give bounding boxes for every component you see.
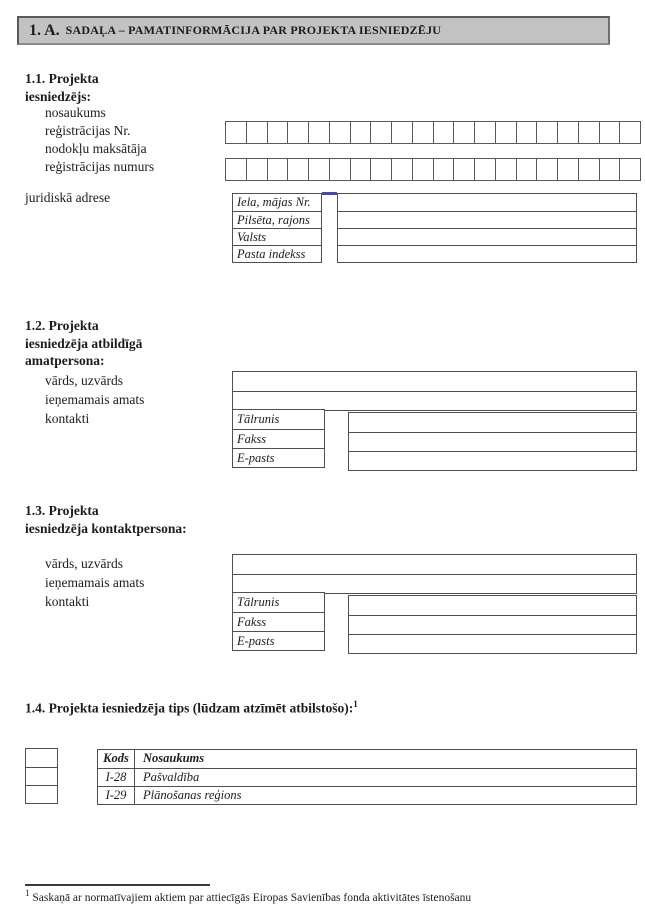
digit-cell[interactable]: [268, 158, 289, 181]
s12-value-talrunis[interactable]: [349, 413, 636, 432]
type-checkbox-column: [25, 748, 58, 804]
type-checkbox-i29[interactable]: [26, 785, 57, 803]
digit-cell[interactable]: [392, 121, 413, 144]
s13-label-fakss: Fakss: [233, 612, 324, 631]
s13-value-talrunis[interactable]: [349, 596, 636, 615]
digit-cell[interactable]: [225, 121, 247, 144]
taxpayer-number-grid: [225, 158, 641, 179]
heading-1-2-line3: amatpersona:: [25, 353, 105, 368]
heading-1-3-line1: 1.3. Projekta: [25, 503, 99, 518]
address-label-iela: Iela, mājas Nr.: [237, 195, 311, 209]
digit-cell[interactable]: [309, 158, 330, 181]
digit-cell[interactable]: [225, 158, 247, 181]
digit-cell[interactable]: [620, 158, 641, 181]
col-header-nosaukums: Nosaukums: [143, 751, 205, 765]
s13-contact-value-table: [348, 595, 637, 654]
label-juridiska-adrese: juridiskā adrese: [25, 190, 111, 205]
section-header-bar: [17, 16, 610, 45]
type-checkbox-header-cell[interactable]: [26, 749, 57, 767]
section-title: SADAĻA – PAMATINFORMĀCIJA PAR PROJEKTA IESNIEDZĒJU: [65, 23, 442, 37]
s13-name-position-table: [232, 554, 637, 594]
s13-name-input-row[interactable]: [233, 555, 636, 574]
digit-cell[interactable]: [537, 121, 558, 144]
cell-nosaukums-i29: Plānošanas reģions: [143, 788, 242, 802]
s12-label-epasts: E-pasts: [233, 448, 324, 467]
digit-cell[interactable]: [288, 158, 309, 181]
label-ienemamais-amats: ieņemamais amats: [45, 575, 145, 590]
footnote: [25, 888, 585, 904]
cell-kods-i28: I-28: [98, 769, 135, 786]
s12-contact-value-table: [348, 412, 637, 471]
footnote-number: 1: [25, 888, 30, 898]
label-ienemamais-amats: ieņemamais amats: [45, 392, 145, 407]
digit-cell[interactable]: [517, 121, 538, 144]
applicant-type-table: [97, 749, 637, 805]
digit-cell[interactable]: [371, 121, 392, 144]
applicant-type-row-i29: [98, 786, 636, 804]
digit-cell[interactable]: [579, 158, 600, 181]
digit-cell[interactable]: [558, 121, 579, 144]
applicant-type-header-row: [98, 750, 636, 768]
address-value-valsts[interactable]: [338, 228, 636, 245]
heading-1-4: [25, 696, 358, 717]
digit-cell[interactable]: [454, 121, 475, 144]
heading-1-1: [25, 70, 99, 105]
cell-kods-i29: I-29: [98, 787, 135, 804]
registration-number-grid: [225, 121, 641, 142]
footnote-divider: [25, 884, 210, 886]
digit-cell[interactable]: [496, 121, 517, 144]
s13-label-talrunis: Tālrunis: [237, 595, 280, 609]
label-registracijas-numurs: reģistrācijas numurs: [45, 159, 155, 174]
s12-value-epasts[interactable]: [349, 451, 636, 470]
s13-contact-label-table: [232, 592, 325, 651]
digit-cell[interactable]: [600, 121, 621, 144]
cell-nosaukums-i28: Pašvaldība: [143, 770, 200, 784]
heading-1-2: [25, 317, 142, 370]
heading-1-3: [25, 502, 187, 537]
digit-cell[interactable]: [413, 158, 434, 181]
s12-value-fakss[interactable]: [349, 432, 636, 451]
heading-1-2-line2: iesniedzēja atbildīgā: [25, 335, 143, 351]
digit-cell[interactable]: [392, 158, 413, 181]
heading-1-1-line1: 1.1. Projekta: [25, 71, 99, 86]
type-checkbox-i28[interactable]: [26, 767, 57, 785]
s12-name-input-row[interactable]: [233, 372, 636, 391]
s13-value-epasts[interactable]: [349, 634, 636, 653]
heading-1-4-text: 1.4. Projekta iesniedzēja tips (lūdzam atzīmēt atbilstošo):: [25, 700, 354, 716]
label-vards-uzvards: vārds, uzvārds: [45, 556, 123, 571]
address-label-table: [232, 193, 322, 263]
s12-label-talrunis: Tālrunis: [237, 412, 280, 426]
s13-field-labels: [45, 554, 144, 611]
label-vards-uzvards: vārds, uzvārds: [45, 373, 123, 388]
s12-field-labels: [45, 371, 144, 428]
digit-cell[interactable]: [475, 121, 496, 144]
label-nosaukums: nosaukums: [45, 105, 106, 120]
label-nodoklu-maksataja: nodokļu maksātāja: [45, 141, 147, 156]
digit-cell[interactable]: [371, 158, 392, 181]
digit-cell[interactable]: [268, 121, 289, 144]
s12-name-position-table: [232, 371, 637, 411]
digit-cell[interactable]: [330, 121, 351, 144]
col-header-kods: Kods: [98, 750, 135, 768]
digit-cell[interactable]: [454, 158, 475, 181]
address-label-valsts: Valsts: [233, 228, 321, 245]
digit-cell[interactable]: [517, 158, 538, 181]
digit-cell[interactable]: [558, 158, 579, 181]
address-value-pasta-indekss[interactable]: [338, 245, 636, 262]
digit-cell[interactable]: [247, 121, 268, 144]
address-value-iela[interactable]: [338, 194, 636, 211]
digit-cell[interactable]: [496, 158, 517, 181]
digit-cell[interactable]: [413, 121, 434, 144]
digit-cell[interactable]: [288, 121, 309, 144]
s12-contact-label-table: [232, 409, 325, 468]
digit-cell[interactable]: [579, 121, 600, 144]
footnote-text: Saskaņā ar normatīvajiem aktiem par attiecīgās Eiropas Savienības fonda aktivitātes īstenošanu: [32, 891, 472, 904]
address-label-pasta-indekss: Pasta indekss: [233, 245, 321, 262]
heading-1-3-line2: iesniedzēja kontaktpersona:: [25, 520, 187, 536]
heading-1-1-line2: iesniedzējs:: [25, 88, 91, 104]
s11-field-labels: [45, 104, 154, 176]
digit-cell[interactable]: [247, 158, 268, 181]
blue-selection-artifact: [322, 192, 337, 195]
digit-cell[interactable]: [351, 121, 372, 144]
label-kontakti: kontakti: [45, 594, 90, 609]
section-number: 1. A.: [29, 21, 60, 39]
s13-label-epasts: E-pasts: [233, 631, 324, 650]
digit-cell[interactable]: [351, 158, 372, 181]
label-registracijas-nr: reģistrācijas Nr.: [45, 123, 131, 138]
heading-1-2-line1: 1.2. Projekta: [25, 318, 99, 333]
s12-label-fakss: Fakss: [233, 429, 324, 448]
address-label-pilseta: Pilsēta, rajons: [233, 211, 321, 228]
digit-cell[interactable]: [537, 158, 558, 181]
s12-position-input-row[interactable]: [233, 391, 636, 410]
s13-position-input-row[interactable]: [233, 574, 636, 593]
digit-cell[interactable]: [309, 121, 330, 144]
digit-cell[interactable]: [620, 121, 641, 144]
address-value-pilseta[interactable]: [338, 211, 636, 228]
footnote-ref-marker: 1: [353, 699, 358, 709]
digit-cell[interactable]: [475, 158, 496, 181]
digit-cell[interactable]: [434, 158, 455, 181]
digit-cell[interactable]: [330, 158, 351, 181]
digit-cell[interactable]: [434, 121, 455, 144]
address-value-table: [337, 193, 637, 263]
label-kontakti: kontakti: [45, 411, 90, 426]
s13-value-fakss[interactable]: [349, 615, 636, 634]
applicant-type-row-i28: [98, 768, 636, 786]
digit-cell[interactable]: [600, 158, 621, 181]
